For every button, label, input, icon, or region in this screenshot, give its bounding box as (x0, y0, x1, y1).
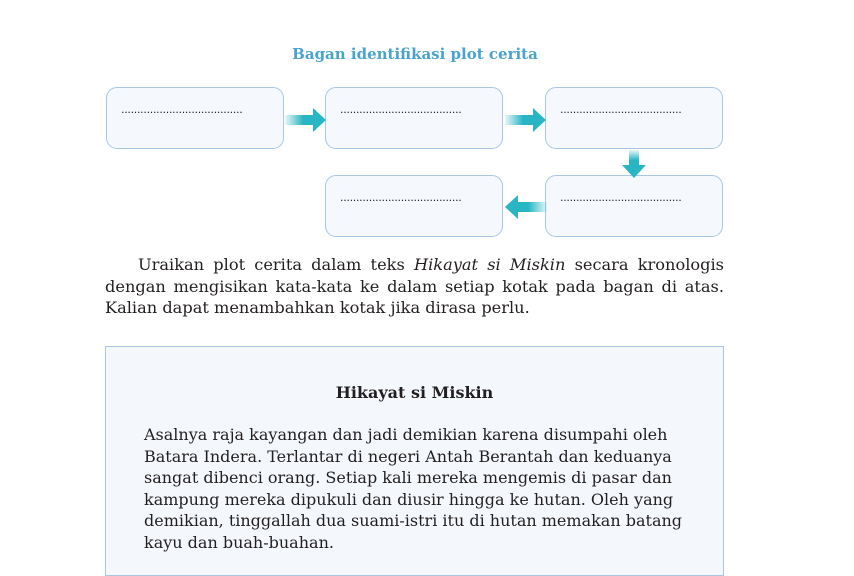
plot-box-5-blank: ...................................... (340, 191, 462, 204)
story-paragraph: Asalnya raja kayangan dan jadi demikian karena disumpahi oleh Batara Indera. Terlantar di negeri Antah Berantah dan keduanya sangat dibenci orang. Setiap kali mereka mengemis di pasar dan kampung mereka dipukuli dan diusir hingga ke hutan. Oleh yang demikian, tinggallah dua suami-istri itu di hutan memakan batang kayu dan buah-buahan. (144, 425, 683, 552)
instruction-text-start: Uraikan plot cerita dalam teks (138, 255, 414, 274)
arrow-right-icon (285, 107, 329, 133)
instruction-paragraph (105, 254, 724, 319)
instruction-story-title: Hikayat si Miskin (413, 255, 566, 274)
plot-box-5[interactable] (325, 175, 503, 237)
plot-box-2-blank: ...................................... (340, 103, 462, 116)
plot-box-2[interactable] (325, 87, 503, 149)
arrow-right-icon (505, 107, 549, 133)
plot-box-1-blank: ...................................... (121, 103, 243, 116)
plot-box-4-blank: ...................................... (560, 191, 682, 204)
plot-box-3[interactable] (545, 87, 723, 149)
story-box (105, 346, 724, 576)
arrow-left-icon (503, 194, 547, 220)
plot-box-3-blank: ...................................... (560, 103, 682, 116)
plot-box-1[interactable] (106, 87, 284, 149)
plot-box-4[interactable] (545, 175, 723, 237)
arrow-down-icon (621, 150, 647, 180)
story-title: Hikayat si Miskin (335, 383, 494, 402)
diagram-title: Bagan identifikasi plot cerita (292, 45, 538, 63)
instruction-text-end: secara kronologis dengan mengisikan kata-kata ke dalam setiap kotak pada bagan di atas. Kalian dapat menambahkan kotak jika dirasa perlu. (105, 255, 724, 317)
